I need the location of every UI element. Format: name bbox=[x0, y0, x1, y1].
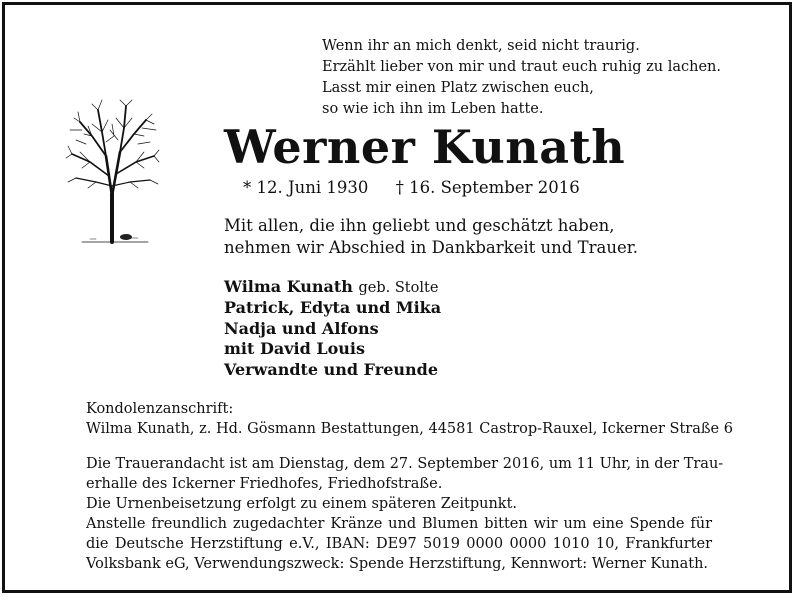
service-details bbox=[86, 454, 724, 574]
details-line: Die Trauerandacht ist am Dienstag, dem 27. September 2016, um 11 Uhr, in der Trau- bbox=[86, 456, 724, 472]
death-date: † 16. September 2016 bbox=[395, 178, 580, 197]
poem bbox=[322, 36, 721, 120]
condolence-label: Kondolenzanschrift: bbox=[86, 401, 234, 417]
details-line: erhalle des Ickerner Friedhofes, Friedhofstraße. bbox=[86, 476, 443, 492]
poem-line: Erzählt lieber von mir und traut euch ruhig zu lachen. bbox=[322, 59, 721, 75]
deceased-name: Werner Kunath bbox=[224, 120, 626, 174]
tree-illustration bbox=[62, 96, 162, 246]
poem-line: so wie ich ihn im Leben hatte. bbox=[322, 101, 544, 117]
condolence-address bbox=[86, 399, 733, 439]
details-line: Die Urnenbeisetzung erfolgt zu einem späteren Zeitpunkt. bbox=[86, 496, 518, 512]
farewell-text bbox=[224, 215, 638, 259]
farewell-line: Mit allen, die ihn geliebt und geschätzt haben, bbox=[224, 216, 615, 235]
poem-line: Wenn ihr an mich denkt, seid nicht traurig. bbox=[322, 38, 640, 54]
farewell-line: nehmen wir Abschied in Dankbarkeit und Trauer. bbox=[224, 238, 639, 257]
details-line: die Deutsche Herzstiftung e.V., IBAN: DE97 5019 0000 0000 1010 10, Frankfurter bbox=[86, 536, 712, 552]
mourner-line: Verwandte und Freunde bbox=[224, 359, 438, 379]
details-line: Volksbank eG, Verwendungszweck: Spende Herzstiftung, Kennwort: Werner Kunath. bbox=[86, 556, 709, 572]
mourner-line: Nadja und Alfons bbox=[224, 318, 379, 338]
birth-date: * 12. Juni 1930 bbox=[243, 178, 369, 197]
poem-line: Lasst mir einen Platz zwischen euch, bbox=[322, 80, 594, 96]
life-dates bbox=[243, 177, 580, 199]
maiden-name: geb. Stolte bbox=[358, 280, 439, 296]
condolence-address-line: Wilma Kunath, z. Hd. Gösmann Bestattungen, 44581 Castrop-Rauxel, Ickerner Straße 6 bbox=[86, 421, 733, 437]
mourner-name: Wilma Kunath bbox=[224, 277, 353, 296]
mourner-line: mit David Louis bbox=[224, 339, 365, 359]
mourner-line: Patrick, Edyta und Mika bbox=[224, 298, 442, 318]
mourner-line bbox=[224, 277, 441, 298]
details-line: Anstelle freundlich zugedachter Kränze und Blumen bitten wir um eine Spende für bbox=[86, 516, 712, 532]
mourners-list bbox=[224, 277, 441, 380]
